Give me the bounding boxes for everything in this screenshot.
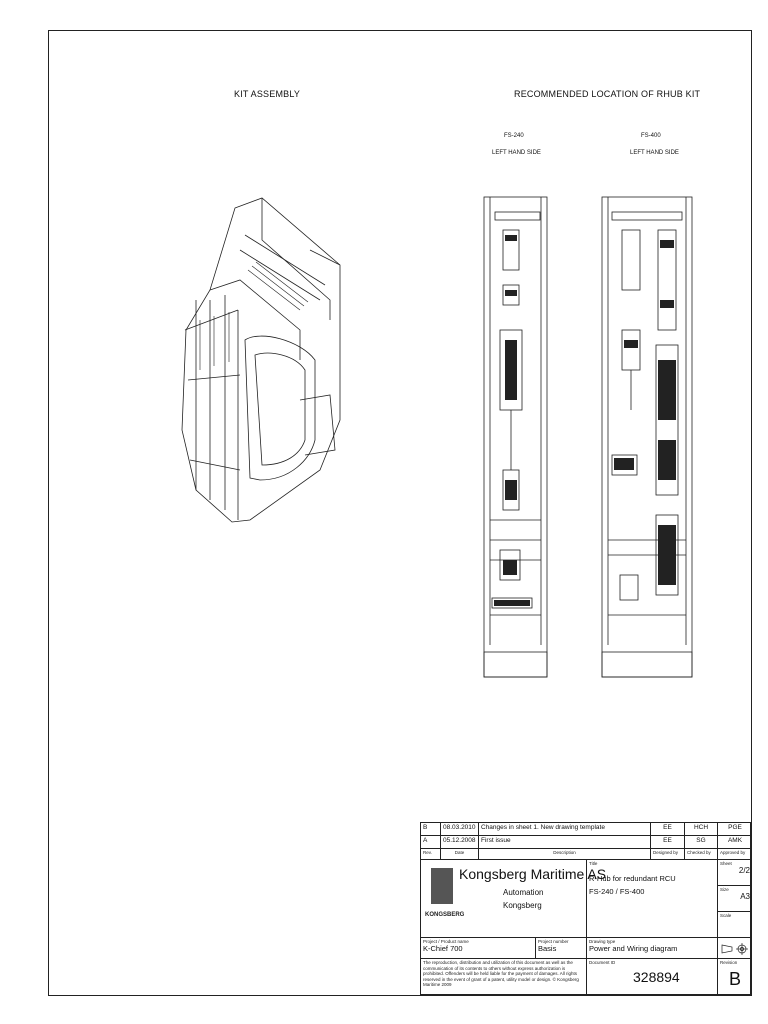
header-approved: Approved by bbox=[718, 849, 752, 860]
title-line1: R-Hub for redundant RCU bbox=[589, 874, 676, 883]
size-label: Size bbox=[720, 887, 729, 892]
legal-text: The reproduction, distribution and utilization of this document as well as the communication of its contents to others without express authorization is prohibited. Offenders will be held liable for the payment of damages. All rights reserved in the event of grant of a patent, utility model or design. © Kongsberg Maritime 2009 bbox=[423, 960, 579, 987]
projection-symbol-cell bbox=[718, 938, 752, 959]
sheet-value: 2/2 bbox=[738, 866, 750, 875]
title-label: Title bbox=[589, 861, 598, 866]
cabinet-left-model: FS-240 bbox=[504, 133, 524, 139]
cabinet-left-side: LEFT HAND SIDE bbox=[492, 150, 541, 156]
rev-a-checked: SG bbox=[685, 836, 718, 849]
company-name: Kongsberg Maritime AS bbox=[459, 866, 607, 882]
sheet-label: Sheet bbox=[720, 861, 732, 866]
projection-symbol-icon bbox=[718, 938, 752, 959]
logo-text: KONGSBERG bbox=[425, 912, 465, 918]
rev-a-approved: AMK bbox=[718, 836, 752, 849]
legal-cell bbox=[421, 959, 587, 996]
header-checked: Checked by bbox=[685, 849, 718, 860]
revision-cell bbox=[718, 959, 752, 996]
drawing-type-cell bbox=[587, 938, 718, 959]
scale-label: Scale bbox=[720, 913, 732, 918]
project-label: Project / Product name bbox=[423, 939, 469, 944]
project-value: K-Chief 700 bbox=[423, 944, 463, 953]
project-number-value: Basis bbox=[538, 944, 557, 953]
document-id-value: 328894 bbox=[633, 969, 680, 985]
drawing-type-value: Power and Wiring diagram bbox=[589, 944, 678, 953]
project-number-cell bbox=[536, 938, 587, 959]
revision-value: B bbox=[729, 969, 742, 989]
rev-a-designed: EE bbox=[651, 836, 685, 849]
header-rev: Rev. bbox=[421, 849, 441, 860]
kit-assembly-title: KIT ASSEMBLY bbox=[234, 89, 301, 99]
sheet-cell bbox=[718, 860, 752, 886]
title-block bbox=[420, 822, 751, 995]
project-number-label: Project number bbox=[538, 939, 569, 944]
document-id-cell bbox=[587, 959, 718, 996]
rev-b-description: Changes in sheet 1. New drawing template bbox=[479, 823, 651, 836]
header-designed: Designed by bbox=[651, 849, 685, 860]
scale-cell bbox=[718, 912, 752, 938]
size-cell bbox=[718, 886, 752, 912]
size-value: A3 bbox=[740, 892, 750, 901]
location: Kongsberg bbox=[503, 901, 542, 910]
rev-b-approved: PGE bbox=[718, 823, 752, 836]
rev-b: B bbox=[421, 823, 441, 836]
cabinet-right-side: LEFT HAND SIDE bbox=[630, 150, 679, 156]
header-description: Description bbox=[479, 849, 651, 860]
header-date: Date bbox=[441, 849, 479, 860]
cabinet-right-model: FS-400 bbox=[641, 133, 661, 139]
project-cell bbox=[421, 938, 536, 959]
rev-a-date: 05.12.2008 bbox=[441, 836, 479, 849]
cabinet-fs400-drawing bbox=[602, 197, 692, 677]
title-area bbox=[587, 860, 718, 938]
kongsberg-logo bbox=[431, 868, 453, 904]
rev-b-checked: HCH bbox=[685, 823, 718, 836]
drawing-type-label: Drawing type bbox=[589, 939, 616, 944]
title-line2: FS-240 / FS-400 bbox=[589, 887, 645, 896]
document-id-label: Document ID bbox=[589, 960, 616, 965]
rev-b-designed: EE bbox=[651, 823, 685, 836]
rev-a-description: First issue bbox=[479, 836, 651, 849]
revision-label: Revision bbox=[720, 960, 738, 965]
rev-b-date: 08.03.2010 bbox=[441, 823, 479, 836]
rev-a: A bbox=[421, 836, 441, 849]
location-title: RECOMMENDED LOCATION OF RHUB KIT bbox=[514, 89, 701, 99]
division: Automation bbox=[503, 888, 544, 897]
